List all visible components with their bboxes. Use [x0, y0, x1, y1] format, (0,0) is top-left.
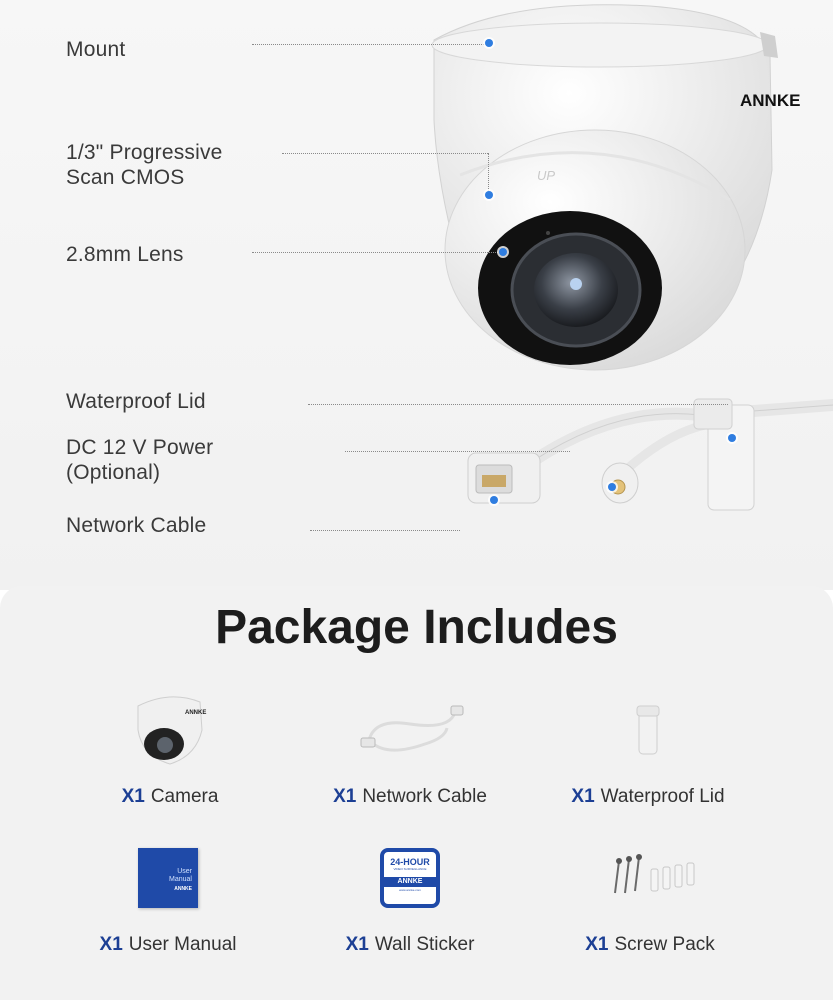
- name-wall-sticker: Wall Sticker: [374, 934, 475, 955]
- leader-cmos-vertical: [488, 153, 489, 191]
- marker-cmos: [485, 191, 493, 199]
- leader-network: [310, 530, 460, 531]
- sticker-line1: 24-HOUR: [390, 857, 430, 867]
- manual-line2: Manual: [169, 876, 192, 883]
- manual-line1: User: [177, 868, 192, 875]
- sticker-brand: ANNKE: [384, 877, 436, 887]
- callout-dc-power: DC 12 V Power (Optional): [66, 436, 214, 484]
- camera-mark: UP: [537, 168, 556, 183]
- leader-mount: [252, 44, 488, 45]
- manual-brand: ANNKE: [174, 886, 192, 892]
- qty-user-manual: X1: [99, 934, 123, 955]
- screws-icon: [605, 853, 695, 903]
- callout-lens: 2.8mm Lens: [66, 243, 184, 266]
- package-item-network-cable: [280, 690, 540, 808]
- camera-icon: [130, 690, 210, 770]
- qty-waterproof-lid: X1: [571, 786, 595, 807]
- marker-lens: [499, 248, 507, 256]
- camera-brand: ANNKE: [740, 91, 801, 110]
- camera-icon-brand: ANNKE: [185, 710, 207, 716]
- package-item-waterproof-lid: [518, 690, 778, 808]
- leader-cmos: [282, 153, 488, 154]
- qty-camera: X1: [121, 786, 145, 807]
- cable-icon: [355, 700, 465, 760]
- cable-assembly-illustration: [460, 385, 833, 525]
- lid-icon: [633, 700, 663, 760]
- marker-power: [608, 483, 616, 491]
- manual-icon: [138, 848, 198, 908]
- name-waterproof-lid: Waterproof Lid: [600, 786, 725, 807]
- package-item-wall-sticker: [280, 838, 540, 956]
- callout-mount: Mount: [66, 38, 126, 61]
- sticker-url: www.annke.com: [399, 888, 421, 892]
- package-title: Package Includes: [215, 601, 618, 654]
- sticker-icon: [380, 848, 440, 908]
- callout-cmos: 1/3" Progressive Scan CMOS: [66, 141, 223, 189]
- leader-power: [345, 451, 570, 452]
- name-network-cable: Network Cable: [362, 786, 487, 807]
- package-item-screw-pack: [520, 838, 780, 956]
- callout-waterproof-lid: Waterproof Lid: [66, 390, 206, 413]
- sticker-line2: VIDEO SURVEILLANCE: [393, 867, 427, 871]
- package-item-camera: [40, 690, 300, 808]
- name-camera: Camera: [150, 786, 219, 807]
- marker-network: [490, 496, 498, 504]
- marker-lid: [728, 434, 736, 442]
- callout-network-cable: Network Cable: [66, 514, 207, 537]
- leader-lid: [308, 404, 728, 405]
- dome-camera-illustration: [400, 0, 833, 380]
- name-user-manual: User Manual: [128, 934, 237, 955]
- leader-lens: [252, 252, 500, 253]
- qty-network-cable: X1: [333, 786, 357, 807]
- marker-mount: [485, 39, 493, 47]
- name-screw-pack: Screw Pack: [614, 934, 715, 955]
- qty-screw-pack: X1: [585, 934, 609, 955]
- package-item-user-manual: [38, 838, 298, 956]
- qty-wall-sticker: X1: [345, 934, 369, 955]
